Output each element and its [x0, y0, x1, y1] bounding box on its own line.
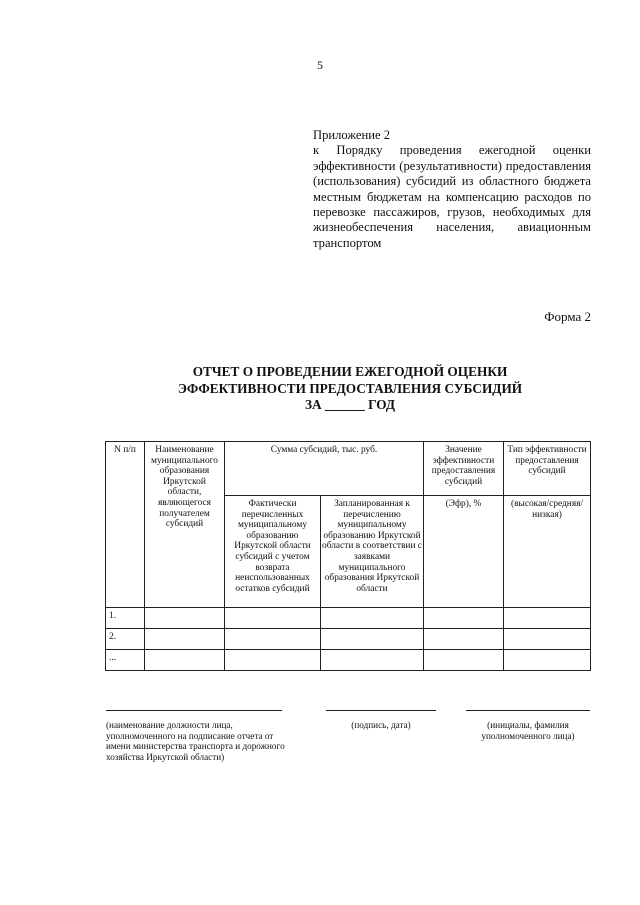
appendix-title: Приложение 2 [313, 128, 391, 142]
table-cell [321, 608, 424, 629]
table-cell [225, 629, 321, 650]
row-number: 1. [106, 608, 145, 629]
report-title-line-1: ОТЧЕТ О ПРОВЕДЕНИИ ЕЖЕГОДНОЙ ОЦЕНКИ [192, 364, 508, 379]
row-number: 2. [106, 629, 145, 650]
table-cell [504, 608, 591, 629]
table-cell [321, 629, 424, 650]
table-cell [145, 608, 225, 629]
table-cell [504, 629, 591, 650]
table-row [106, 650, 591, 671]
row-number: ... [106, 650, 145, 671]
header-num: N п/п [106, 442, 145, 608]
table-row [106, 608, 591, 629]
appendix-text: к Порядку проведения ежегодной оценки эффективности (результативности) предоставления (использования) субсидий из областного бюджета местным бюджетам на компенсацию расходов по перевозке пассажиров, грузов, необходимых для жизнеобеспечения населения, авиационным транспортом [313, 143, 591, 250]
position-signature-line [106, 710, 282, 711]
table-cell [504, 650, 591, 671]
report-table [105, 441, 591, 671]
table-cell [225, 650, 321, 671]
name-signature-line [466, 710, 590, 711]
header-efficiency-formula: (Эфр), % [424, 496, 504, 608]
report-title [0, 364, 640, 414]
signature-caption: (подпись, дата) [351, 720, 411, 730]
table-cell [145, 650, 225, 671]
header-actual: Фактически перечисленных муниципальному образованию Иркутской области субсидий с учетом возврата неиспользованных остатков субсидий [225, 496, 321, 608]
report-title-line-3: ЗА ______ ГОД [304, 397, 396, 412]
name-caption: (инициалы, фамилия уполномоченного лица) [481, 720, 575, 741]
table-cell [424, 629, 504, 650]
header-sum: Сумма субсидий, тыс. руб. [225, 442, 424, 496]
table-cell [225, 608, 321, 629]
header-efficiency-type: Тип эффективности предоставления субсидий [504, 442, 591, 496]
table-cell [424, 650, 504, 671]
table-row [106, 629, 591, 650]
position-caption: (наименование должности лица, уполномоченного на подписание отчета от имени министерства транспорта и дорожного хозяйства Иркутской области) [106, 720, 285, 762]
table-cell [424, 608, 504, 629]
report-title-line-2: ЭФФЕКТИВНОСТИ ПРЕДОСТАВЛЕНИЯ СУБСИДИЙ [177, 380, 523, 396]
appendix-block [313, 128, 591, 251]
header-planned: Запланированная к перечислению муниципальному образованию Иркутской области в соответствии с заявками муниципального образования Иркутской области [321, 496, 424, 608]
header-municipality: Наименование муниципального образования Иркутской области, являющегося получателем субсидий [145, 442, 225, 608]
table-cell [145, 629, 225, 650]
table-cell [321, 650, 424, 671]
page-number: 5 [317, 58, 323, 72]
header-efficiency-value: Значение эффективности предоставления субсидий [424, 442, 504, 496]
header-efficiency-levels: (высокая/средняя/ низкая) [504, 496, 591, 608]
form-label: Форма 2 [544, 309, 591, 324]
signature-line [326, 710, 436, 711]
